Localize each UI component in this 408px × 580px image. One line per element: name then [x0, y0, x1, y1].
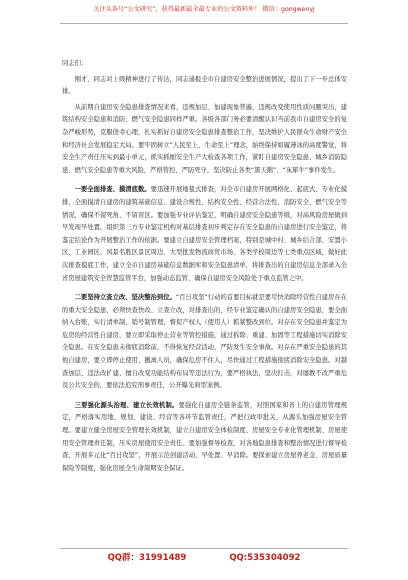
section-3-title: 三要强化源头治理、建立长效机制。 — [74, 401, 179, 409]
section-2-body: “百日攻坚”行动的首要目标就是要尽快消除经营性自建房存在的重大安全隐患，必须快查快改、立查立改，对排查出的、经专业鉴定确认的自建房安全隐患，要全面纳入台账，实行清单制、销号制管理，督促产权人（使用人）抓紧整改到位。对存在安全隐患并鉴定为危房的经营性自建房，要立即采取停止营业等管控措施，通过拆除、重建、加固等工程措施切实消除安全隐患。在安全隐患未彻底消除前，不得恢复经营活动，严防发生安全事故。对存在严重安全隐患的其他自建房，要立即停止使用、撤离人员，确保危房不住人，尽快通过工程措施彻底消除安全隐患。对越查加层、违法改扩建、擅自改变功能结构布局等违法行为，要严格执法，坚决打击，对屡教不改严重危及公共安全的，要依法追究刑事责任，公开曝光典型案例。 — [62, 294, 348, 390]
header-divider — [60, 23, 348, 24]
background-paragraph: 从前期自建房安全隐患排查情况来看，违规加层、加建现象普遍，违规改变使用性质问题突出，建筑结构安全隐患和消防、燃气安全隐患同样严重。各级各部门务必要清醒认识当前我市自建房安全的复杂严峻形势，克服侥幸心理，扎实抓好自建房安全隐患排查整治工作，坚决维护人民群众生命财产安全和经济社会发展稳定大局。要牢固树立“人民至上、生命至上”理念，始终保持如履薄冰的高度警觉，将安全生产责任压实到最小单元，抓实抓细安全生产大检查各项工作，紧盯自建房安全隐患、城乡消防隐患、燃气安全隐患等重大风险，严格管控、严防死守，坚决防止各类“黑天鹅”、“灰犀牛”事件发生。 — [62, 103, 347, 174]
section-3-body: 要强化自建房全链条监管，对照国家和省上的自建房管理规定，严格落实用地、规划、建设、经营等各环节监管责任，严把行政审批关，从源头加强房屋安全管理。要建立健全房屋安全管理长效机制，建立自建房安全体检制度、房屋安全专业化管理机制、房屋使用安全管理责任制，压实房屋使用安全责任。要加强督导检查，对各地隐患排查和整治情况进行督导检查，开展多元化“百日攻坚”，开展示范创建活动，早处置、早消除。要探索建立房屋养老金、房屋质量保险等制度，强化房屋全生命周期安全保证。 — [62, 401, 348, 472]
document-body — [62, 58, 347, 475]
section-3-paragraph — [62, 400, 347, 476]
intro-paragraph: 刚才，同志对上级精神进行了传达，同志通报全市自建房安全整治进展情况，提出了下一步总体安排。 — [62, 75, 347, 96]
section-1-paragraph — [62, 184, 347, 285]
footer-divider — [60, 548, 348, 549]
footer-qq: QQ:535304092 — [229, 553, 301, 563]
footer — [0, 552, 408, 564]
section-2-paragraph — [62, 292, 347, 393]
section-1-body: 要迅速开展地毯式排查，对全市自建房开展网格化、起底式、专业化摸排，全面摸清自建房的建筑基础信息、建设合规性、结构安全性、经营合法性、消防安全、燃气安全等情况，确保不留死角、不留盲区。要加强专业评估鉴定，明确自建房安全隐患等级，对高风险房屋做到早发现早处置，组织第三方专业鉴定机构对基层排查初步判定存在安全隐患的自建房进行安全鉴定，将鉴定结论作为开展整治工作的依据。要建立自建房安全管理档案，特别是城中村、城乡结合部、安置小区、工业园区、风景名胜区景区周边、大型批发物流商贸市场、各类学校周边等七类重点区域，做好此次排查摸底工作，建立全市自建房基础信息数据库和安全隐患清单，将排查出的自建房信息全部录入全省房屋建筑安全智慧监管平台，加强动态监管，确保自建房安全风险处于重点监管之中。 — [62, 186, 347, 282]
header-banner: 关注头条号“公文研究”，获得最新最全最专业的公文资料库！ 微信：gongwenyj — [93, 6, 315, 13]
salutation: 同志们： — [62, 60, 88, 67]
footer-qq-group: QQ群：31991489 — [107, 553, 187, 563]
section-2-title: 二要坚持立查立改、坚决整治到位。 — [74, 294, 176, 302]
section-1-title: 一要全面排查、摸清底数。 — [74, 186, 151, 194]
